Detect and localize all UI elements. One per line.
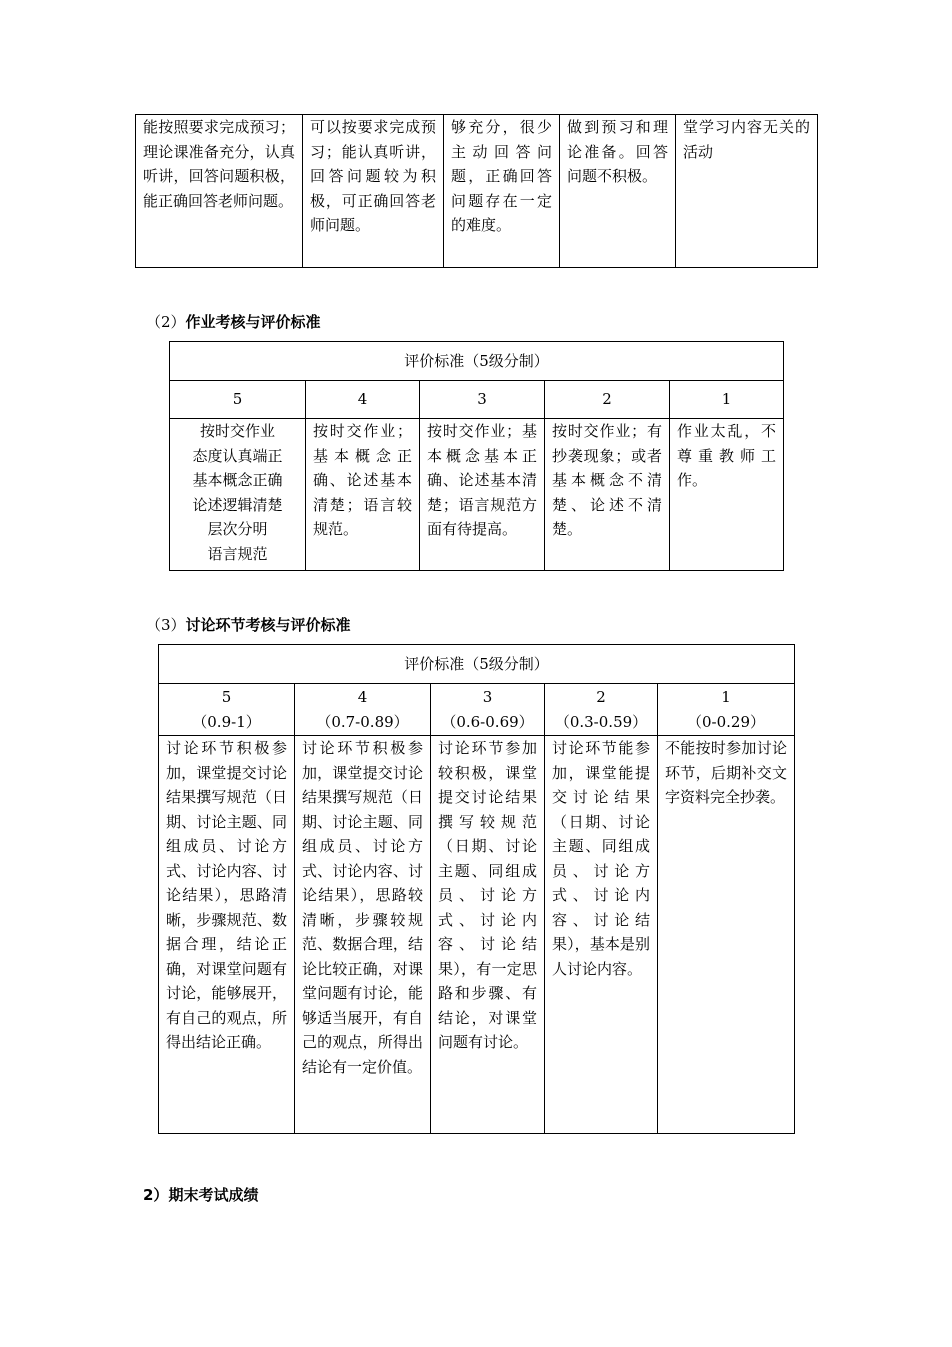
section-title: 作业考核与评价标准 — [185, 313, 321, 331]
grade-header — [295, 684, 431, 736]
table-header: 评价标准（5级分制） — [170, 342, 784, 381]
section-number: （3） — [146, 616, 186, 634]
table-cell: 讨论环节积极参加，课堂提交讨论结果撰写规范（日期、讨论主题、同组成员、讨论方式、讨论内容、讨论结果），思路较清晰，步骤较规范、数据合理，结论比较正确，对课堂问题有讨论，能够适当展开，有自己的观点，所得出结论有一定价值。 — [295, 736, 431, 1134]
grade-range: （0.7-0.89） — [316, 712, 409, 731]
grade-header — [545, 684, 658, 736]
table-cell: 讨论环节参加较积极，课堂提交讨论结果撰写较规范（日期、讨论主题、同组成员、讨论方式、讨论内容、讨论结果），有一定思路和步骤、有结论，对课堂问题有讨论。 — [431, 736, 545, 1134]
grade-value: 2 — [596, 688, 606, 706]
section-number: 2） — [143, 1186, 169, 1204]
grade-header — [431, 684, 545, 736]
cell-line: 按时交作业 — [199, 422, 275, 440]
table-cell: 不能按时参加讨论环节，后期补交文字资料完全抄袭。 — [658, 736, 795, 1134]
table-cell: 做到预习和理论准备。回答问题不积极。 — [560, 115, 676, 268]
table-cell: 可以按要求完成预习；能认真听讲，回答问题较为积极，可正确回答老师问题。 — [303, 115, 444, 268]
grade-header: 1 — [670, 381, 784, 419]
grade-header: 5 — [170, 381, 306, 419]
homework-criteria-table — [169, 341, 784, 571]
section-title: 讨论环节考核与评价标准 — [185, 616, 351, 634]
grade-range: （0.3-0.59） — [554, 712, 648, 731]
grade-header: 3 — [420, 381, 545, 419]
section-heading-homework — [146, 311, 321, 333]
grade-range: （0-0.29） — [686, 712, 765, 731]
grade-header — [159, 684, 295, 736]
table-cell: 讨论环节能参加，课堂能提交讨论结果（日期、讨论主题、同组成员、讨论方式、讨论内容、讨论结果），基本是别人讨论内容。 — [545, 736, 658, 1134]
section-heading-final-exam — [143, 1184, 258, 1206]
grade-header: 2 — [545, 381, 670, 419]
grade-header — [658, 684, 795, 736]
grade-value: 5 — [221, 688, 232, 706]
section-heading-discussion — [146, 614, 351, 636]
table-cell: 按时交作业；有抄袭现象；或者基本概念不清楚、论述不清楚。 — [545, 419, 670, 571]
grade-value: 4 — [357, 688, 368, 706]
table-cell: 能按照要求完成预习；理论课准备充分，认真听讲，回答问题积极，能正确回答老师问题。 — [136, 115, 303, 268]
table-cell: 作业太乱，不尊重教师工作。 — [670, 419, 784, 571]
table-header: 评价标准（5级分制） — [159, 645, 795, 684]
table-cell: 讨论环节积极参加，课堂提交讨论结果撰写规范（日期、讨论主题、同组成员、讨论方式、讨论内容、讨论结果），思路清晰，步骤规范、数据合理，结论正确，对课堂问题有讨论，能够展开，有自己的观点，所得出结论正确。 — [159, 736, 295, 1134]
table-cell: 堂学习内容无关的活动 — [676, 115, 818, 268]
section-number: （2） — [146, 313, 186, 331]
cell-line: 论述逻辑清楚 — [192, 495, 283, 514]
section-title: 期末考试成绩 — [168, 1186, 259, 1204]
classroom-table-continued — [135, 114, 818, 268]
discussion-criteria-table — [158, 644, 795, 1134]
table-cell: 够充分，很少主动回答问题，正确回答问题存在一定的难度。 — [444, 115, 560, 268]
cell-line: 态度认真端正 — [192, 446, 283, 465]
grade-value: 3 — [482, 688, 493, 706]
table-cell-grade5 — [170, 419, 306, 571]
cell-line: 层次分明 — [207, 520, 268, 538]
cell-line: 基本概念正确 — [192, 471, 283, 489]
table-cell: 按时交作业；基本概念基本正确、论述基本清楚；语言规范方面有待提高。 — [420, 419, 545, 571]
grade-range: （0.6-0.69） — [441, 712, 534, 731]
grade-range: （0.9-1） — [192, 712, 261, 731]
cell-line: 语言规范 — [207, 544, 268, 563]
grade-header: 4 — [306, 381, 420, 419]
grade-value: 1 — [721, 688, 731, 706]
table-cell: 按时交作业；基本概念正确、论述基本清楚；语言较规范。 — [306, 419, 420, 571]
